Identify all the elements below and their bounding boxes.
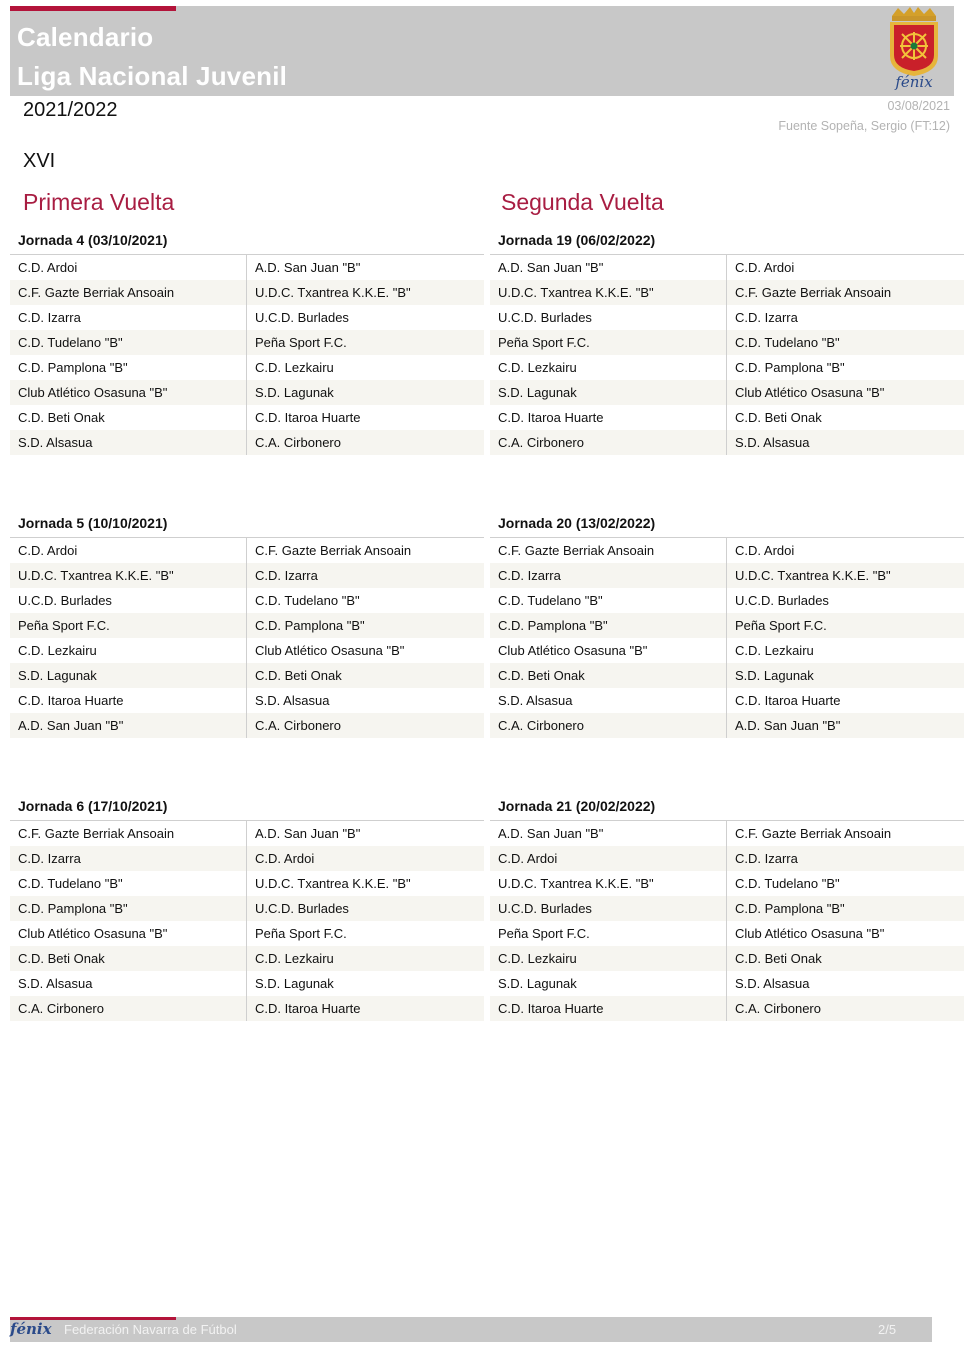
match-row bbox=[490, 588, 964, 613]
match-row bbox=[490, 380, 964, 405]
match-row bbox=[490, 255, 964, 280]
away-team: C.D. Pamplona "B" bbox=[735, 901, 845, 916]
match-row bbox=[490, 638, 964, 663]
home-team: U.C.D. Burlades bbox=[10, 588, 247, 613]
season-label: 2021/2022 bbox=[23, 99, 118, 121]
away-team: S.D. Lagunak bbox=[255, 385, 334, 400]
away-team: C.D. Lezkairu bbox=[735, 643, 814, 658]
group-label: XVI bbox=[23, 150, 56, 172]
home-team: U.C.D. Burlades bbox=[490, 305, 727, 330]
round-block bbox=[10, 229, 484, 455]
home-team: C.D. Itaroa Huarte bbox=[10, 688, 247, 713]
match-row bbox=[490, 663, 964, 688]
header-accent-bar bbox=[10, 6, 176, 11]
away-team: Peña Sport F.C. bbox=[255, 335, 347, 350]
home-team: U.D.C. Txantrea K.K.E. "B" bbox=[10, 563, 247, 588]
match-row bbox=[490, 305, 964, 330]
match-row bbox=[10, 430, 484, 455]
home-team: C.D. Tudelano "B" bbox=[490, 588, 727, 613]
away-team: C.D. Pamplona "B" bbox=[255, 618, 365, 633]
home-team: C.D. Ardoi bbox=[10, 538, 247, 563]
away-team: C.D. Beti Onak bbox=[255, 668, 342, 683]
match-row bbox=[10, 355, 484, 380]
home-team: Club Atlético Osasuna "B" bbox=[10, 921, 247, 946]
match-row bbox=[490, 405, 964, 430]
match-row bbox=[490, 330, 964, 355]
away-team: C.F. Gazte Berriak Ansoain bbox=[735, 285, 892, 300]
home-team: U.D.C. Txantrea K.K.E. "B" bbox=[490, 280, 727, 305]
match-row bbox=[10, 713, 484, 738]
away-team: C.D. Tudelano "B" bbox=[735, 876, 840, 891]
home-team: C.F. Gazte Berriak Ansoain bbox=[490, 538, 727, 563]
match-row bbox=[10, 588, 484, 613]
first-round-heading: Primera Vuelta bbox=[23, 189, 175, 215]
home-team: C.D. Izarra bbox=[10, 305, 247, 330]
home-team: S.D. Alsasua bbox=[10, 430, 247, 455]
away-team: C.D. Beti Onak bbox=[735, 951, 822, 966]
round-title: Jornada 20 (13/02/2022) bbox=[490, 512, 964, 538]
away-team: C.D. Izarra bbox=[255, 568, 318, 583]
print-date: 03/08/2021 bbox=[887, 99, 950, 113]
round-title: Jornada 5 (10/10/2021) bbox=[10, 512, 484, 538]
home-team: S.D. Lagunak bbox=[10, 663, 247, 688]
match-row bbox=[10, 871, 484, 896]
match-row bbox=[10, 921, 484, 946]
away-team: C.D. Beti Onak bbox=[735, 410, 822, 425]
match-row bbox=[490, 430, 964, 455]
match-row bbox=[10, 971, 484, 996]
away-team: Club Atlético Osasuna "B" bbox=[735, 385, 885, 400]
match-list bbox=[490, 821, 964, 1021]
match-row bbox=[10, 613, 484, 638]
away-team: C.F. Gazte Berriak Ansoain bbox=[255, 543, 412, 558]
match-row bbox=[10, 663, 484, 688]
round-title: Jornada 6 (17/10/2021) bbox=[10, 795, 484, 821]
home-team: S.D. Alsasua bbox=[490, 688, 727, 713]
home-team: C.D. Lezkairu bbox=[10, 638, 247, 663]
home-team: S.D. Lagunak bbox=[490, 380, 727, 405]
home-team: C.D. Pamplona "B" bbox=[490, 613, 727, 638]
round-block bbox=[490, 795, 964, 1021]
home-team: U.C.D. Burlades bbox=[490, 896, 727, 921]
match-list bbox=[490, 255, 964, 455]
match-row bbox=[490, 563, 964, 588]
title-line-1: Calendario bbox=[17, 22, 154, 52]
match-row bbox=[10, 638, 484, 663]
second-round-heading: Segunda Vuelta bbox=[501, 189, 664, 215]
match-row bbox=[490, 971, 964, 996]
match-row bbox=[490, 613, 964, 638]
match-row bbox=[10, 846, 484, 871]
home-team: Club Atlético Osasuna "B" bbox=[10, 380, 247, 405]
away-team: Club Atlético Osasuna "B" bbox=[735, 926, 885, 941]
away-team: C.A. Cirbonero bbox=[255, 718, 341, 733]
home-team: C.D. Beti Onak bbox=[10, 946, 247, 971]
away-team: C.D. Itaroa Huarte bbox=[735, 693, 841, 708]
match-row bbox=[490, 355, 964, 380]
match-row bbox=[10, 330, 484, 355]
match-list bbox=[490, 538, 964, 738]
home-team: C.D. Beti Onak bbox=[490, 663, 727, 688]
home-team: U.D.C. Txantrea K.K.E. "B" bbox=[490, 871, 727, 896]
match-row bbox=[490, 280, 964, 305]
away-team: U.C.D. Burlades bbox=[255, 901, 349, 916]
home-team: C.D. Ardoi bbox=[10, 255, 247, 280]
home-team: A.D. San Juan "B" bbox=[490, 821, 727, 846]
page-number: 2/5 bbox=[878, 1322, 897, 1337]
round-block bbox=[490, 512, 964, 738]
away-team: A.D. San Juan "B" bbox=[735, 718, 841, 733]
match-row bbox=[490, 921, 964, 946]
match-row bbox=[10, 405, 484, 430]
match-row bbox=[490, 946, 964, 971]
away-team: C.D. Ardoi bbox=[255, 851, 315, 866]
match-row bbox=[490, 688, 964, 713]
match-row bbox=[490, 538, 964, 563]
away-team: S.D. Alsasua bbox=[735, 435, 810, 450]
match-row bbox=[10, 255, 484, 280]
home-team: C.D. Tudelano "B" bbox=[10, 330, 247, 355]
document-title bbox=[17, 18, 287, 96]
away-team: S.D. Alsasua bbox=[735, 976, 810, 991]
home-team: C.D. Pamplona "B" bbox=[10, 355, 247, 380]
home-team: C.D. Lezkairu bbox=[490, 355, 727, 380]
away-team: C.D. Tudelano "B" bbox=[255, 593, 360, 608]
match-list bbox=[10, 255, 484, 455]
footer-organization: Federación Navarra de Fútbol bbox=[64, 1322, 237, 1337]
title-line-2: Liga Nacional Juvenil bbox=[17, 61, 288, 91]
away-team: Peña Sport F.C. bbox=[735, 618, 827, 633]
match-row bbox=[10, 688, 484, 713]
away-team: A.D. San Juan "B" bbox=[255, 826, 361, 841]
match-row bbox=[10, 563, 484, 588]
home-team: C.F. Gazte Berriak Ansoain bbox=[10, 821, 247, 846]
home-team: C.D. Itaroa Huarte bbox=[490, 996, 727, 1021]
away-team: Club Atlético Osasuna "B" bbox=[255, 643, 405, 658]
home-team: C.D. Itaroa Huarte bbox=[490, 405, 727, 430]
home-team: C.A. Cirbonero bbox=[490, 713, 727, 738]
match-row bbox=[10, 946, 484, 971]
match-list bbox=[10, 821, 484, 1021]
round-block bbox=[10, 512, 484, 738]
away-team: Peña Sport F.C. bbox=[255, 926, 347, 941]
home-team: C.A. Cirbonero bbox=[490, 430, 727, 455]
away-team: U.C.D. Burlades bbox=[255, 310, 349, 325]
home-team: C.D. Pamplona "B" bbox=[10, 896, 247, 921]
round-title: Jornada 21 (20/02/2022) bbox=[490, 795, 964, 821]
match-row bbox=[10, 896, 484, 921]
round-title: Jornada 4 (03/10/2021) bbox=[10, 229, 484, 255]
author-label: Fuente Sopeña, Sergio (FT:12) bbox=[778, 119, 950, 133]
round-title: Jornada 19 (06/02/2022) bbox=[490, 229, 964, 255]
match-row bbox=[490, 821, 964, 846]
away-team: U.D.C. Txantrea K.K.E. "B" bbox=[735, 568, 891, 583]
match-row bbox=[490, 846, 964, 871]
away-team: U.C.D. Burlades bbox=[735, 593, 829, 608]
crest-caption: fénix bbox=[895, 73, 933, 91]
home-team: S.D. Alsasua bbox=[10, 971, 247, 996]
away-team: C.D. Lezkairu bbox=[255, 951, 334, 966]
home-team: Peña Sport F.C. bbox=[490, 921, 727, 946]
away-team: A.D. San Juan "B" bbox=[255, 260, 361, 275]
away-team: S.D. Lagunak bbox=[735, 668, 814, 683]
away-team: C.D. Tudelano "B" bbox=[735, 335, 840, 350]
away-team: S.D. Alsasua bbox=[255, 693, 330, 708]
footer-brand-logo: fénix bbox=[10, 1320, 52, 1338]
home-team: A.D. San Juan "B" bbox=[10, 713, 247, 738]
match-row bbox=[10, 280, 484, 305]
home-team: C.D. Izarra bbox=[490, 563, 727, 588]
away-team: C.D. Pamplona "B" bbox=[735, 360, 845, 375]
away-team: C.D. Itaroa Huarte bbox=[255, 1001, 361, 1016]
home-team: C.D. Lezkairu bbox=[490, 946, 727, 971]
home-team: C.D. Tudelano "B" bbox=[10, 871, 247, 896]
away-team: C.D. Izarra bbox=[735, 851, 798, 866]
home-team: Peña Sport F.C. bbox=[490, 330, 727, 355]
home-team: S.D. Lagunak bbox=[490, 971, 727, 996]
round-block bbox=[10, 795, 484, 1021]
away-team: U.D.C. Txantrea K.K.E. "B" bbox=[255, 876, 411, 891]
match-row bbox=[490, 871, 964, 896]
home-team: C.D. Ardoi bbox=[490, 846, 727, 871]
away-team: U.D.C. Txantrea K.K.E. "B" bbox=[255, 285, 411, 300]
away-team: C.D. Itaroa Huarte bbox=[255, 410, 361, 425]
home-team: C.D. Izarra bbox=[10, 846, 247, 871]
match-row bbox=[10, 538, 484, 563]
match-row bbox=[10, 821, 484, 846]
home-team: C.F. Gazte Berriak Ansoain bbox=[10, 280, 247, 305]
match-row bbox=[10, 305, 484, 330]
away-team: C.F. Gazte Berriak Ansoain bbox=[735, 826, 892, 841]
match-row bbox=[490, 996, 964, 1021]
match-list bbox=[10, 538, 484, 738]
match-row bbox=[10, 380, 484, 405]
home-team: Peña Sport F.C. bbox=[10, 613, 247, 638]
match-row bbox=[490, 713, 964, 738]
away-team: C.D. Ardoi bbox=[735, 260, 795, 275]
away-team: C.A. Cirbonero bbox=[255, 435, 341, 450]
home-team: C.A. Cirbonero bbox=[10, 996, 247, 1021]
away-team: C.D. Ardoi bbox=[735, 543, 795, 558]
away-team: C.D. Lezkairu bbox=[255, 360, 334, 375]
home-team: Club Atlético Osasuna "B" bbox=[490, 638, 727, 663]
round-block bbox=[490, 229, 964, 455]
match-row bbox=[490, 896, 964, 921]
away-team: S.D. Lagunak bbox=[255, 976, 334, 991]
home-team: A.D. San Juan "B" bbox=[490, 255, 727, 280]
home-team: C.D. Beti Onak bbox=[10, 405, 247, 430]
away-team: C.A. Cirbonero bbox=[735, 1001, 821, 1016]
match-row bbox=[10, 996, 484, 1021]
away-team: C.D. Izarra bbox=[735, 310, 798, 325]
